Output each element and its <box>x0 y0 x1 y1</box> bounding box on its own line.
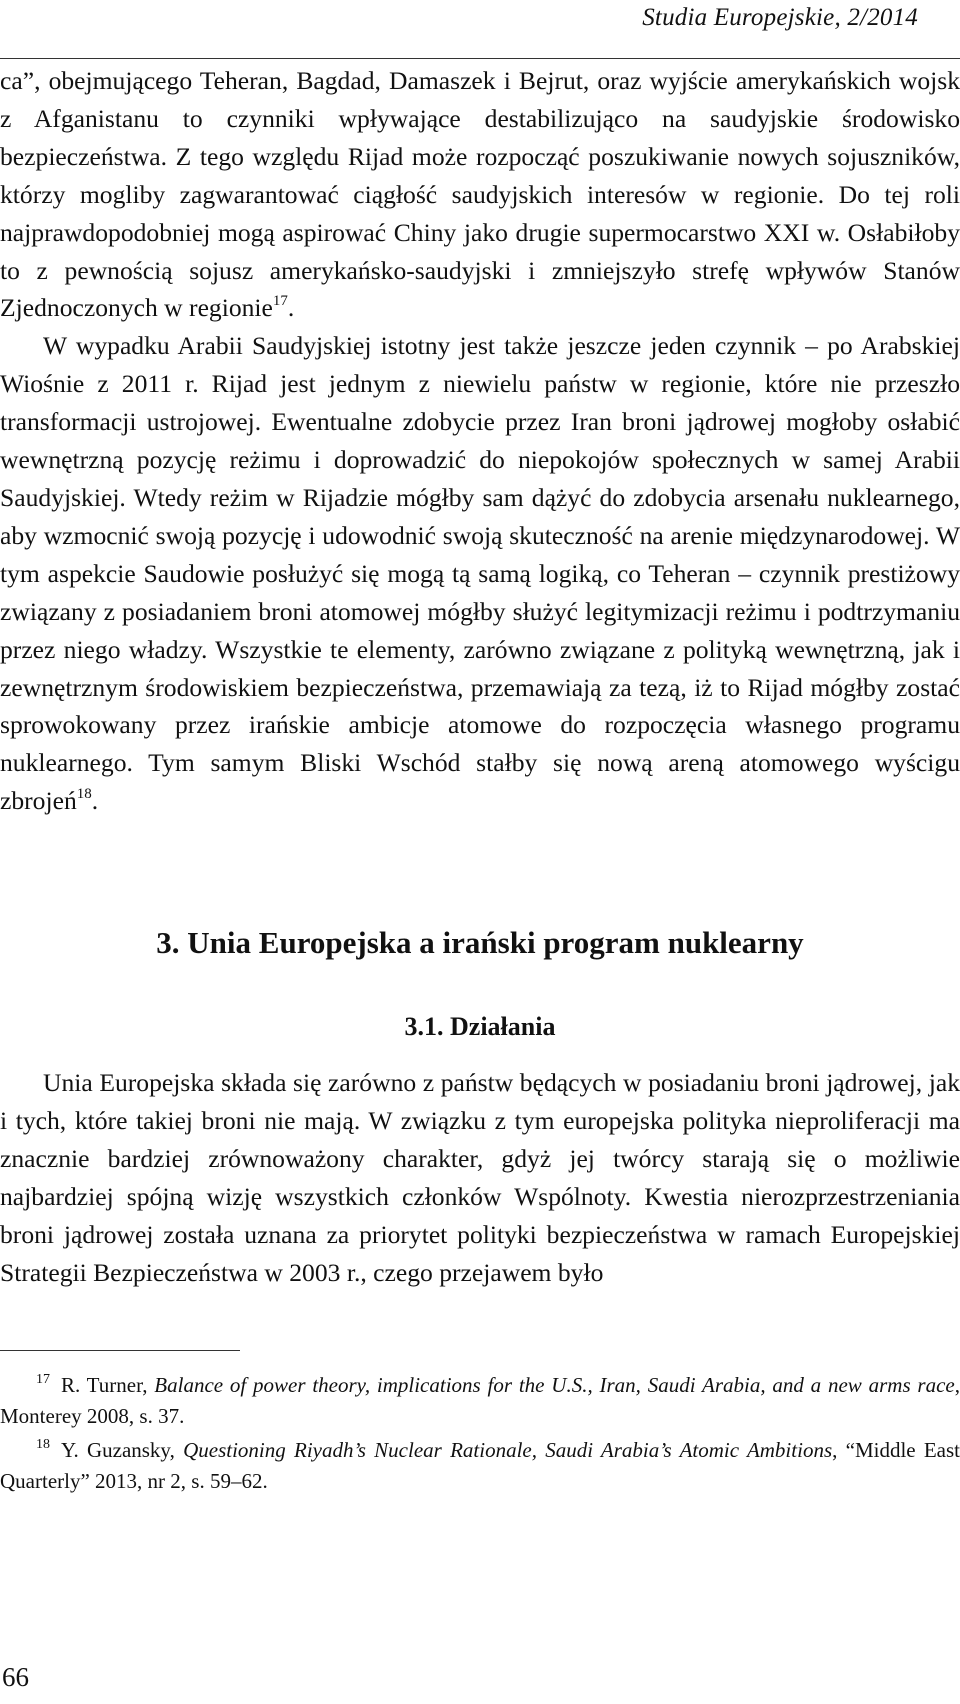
footnote-number: 17 <box>36 1372 50 1387</box>
journal-title: Studia Europejskie, 2/2014 <box>642 4 918 31</box>
footnote-17 <box>0 1370 960 1432</box>
footnote-title: Balance of power theory, implications for the U.S., Iran, Saudi Arabia, and a new arms race <box>154 1373 955 1397</box>
footnotes <box>0 1370 960 1500</box>
running-header <box>0 0 960 59</box>
footnote-details: , “Middle East Quarterly” 2013, nr 2, s. 59–62. <box>0 1438 960 1493</box>
footnote-ref-18[interactable]: 18 <box>76 786 92 803</box>
footnote-title: Questioning Riyadh’s Nuclear Rationale, Saudi Arabia’s Atomic Ambitions <box>183 1438 833 1462</box>
section-text <box>0 1064 960 1291</box>
page-number: 66 <box>2 1662 29 1692</box>
footnote-details: , Monterey 2008, s. 37. <box>0 1373 960 1428</box>
paragraph-2-text: W wypadku Arabii Saudyjskiej istotny jest także jeszcze jeden czynnik – po Arabskiej Wiośnie z 2011 r. Rijad jest jednym z niewielu państw w regionie, które nie przeszło transformacji ustrojowej. Ewentualne zdobycie przez Iran broni jądrowej mogłoby osłabić wewnętrzną pozycję reżimu i doprowadzić do niepokojów społecznych w samej Arabii Saudyjskiej. Wtedy reżim w Rijadzie mógłby sam dążyć do zdobycia arsenału nuklearnego, aby wzmocnić swoją pozycję i udowodnić swoją skuteczność na arenie międzynarodowej. W tym aspekcie Saudowie posłużyć się mogą tą samą logiką, co Teheran – czynnik prestiżowy związany z posiadaniem broni atomowej mógłby służyć legitymizacji reżimu i podtrzymaniu przez niego władzy. Wszystkie te elementy, zarówno związane z polityką wewnętrzną, jak i zewnętrznym środowiskiem bezpieczeństwa, przemawiają za tezą, iż to Rijad mógłby zostać sprowokowany przez irańskie ambicje atomowe do rozpoczęcia własnego programu nuklearnego. Tym samym Bliski Wschód stałby się nową areną atomowego wyścigu zbrojeń <box>0 331 960 816</box>
footnote-ref-17[interactable]: 17 <box>272 293 288 310</box>
footnote-separator <box>0 1350 240 1351</box>
paragraph-1 <box>0 62 960 327</box>
paragraph-2 <box>0 327 960 820</box>
main-text <box>0 62 960 820</box>
footnote-number: 18 <box>36 1437 50 1452</box>
paragraph-2-end: . <box>91 786 99 816</box>
paragraph-1-end: . <box>287 293 295 323</box>
footnote-author: Y. Guzansky, <box>61 1438 184 1462</box>
paragraph-3: Unia Europejska składa się zarówno z państw będących w posiadaniu broni jądrowej, jak i tych, które takiej broni nie mają. W związku z tym europejska polityka nieproliferacji ma znacznie bardziej zrównoważony charakter, gdyż jej twórcy starają się o możliwie najbardziej spójną wizję wszystkich członków Wspólnoty. Kwestia nierozprzestrzeniania broni jądrowej została uznana za priorytet polityki bezpieczeństwa w ramach Europejskiej Strategii Bezpieczeństwa w 2003 r., czego przejawem było <box>0 1068 960 1287</box>
subsection-heading: 3.1. Działania <box>404 1012 556 1041</box>
section-heading: 3. Unia Europejska a irański program nuklearny <box>156 925 804 960</box>
footnote-18 <box>0 1435 960 1497</box>
footnote-author: R. Turner, <box>61 1373 155 1397</box>
paragraph-1-text: ca”, obejmującego Teheran, Bagdad, Damaszek i Bejrut, oraz wyjście amerykańskich wojsk z Afganistanu to czynniki wpływające destabilizująco na saudyjskie środowisko bezpieczeństwa. Z tego względu Rijad może rozpocząć poszukiwanie nowych sojuszników, którzy mogliby zagwarantować ciągłość saudyjskich interesów w regionie. Do tej roli najprawdopodobniej mogą aspirować Chiny jako drugie supermocarstwo XXI w. Osłabiłoby to z pewnością sojusz amerykańsko-saudyjski i zmniejszyło strefę wpływów Stanów Zjednoczonych w regionie <box>0 66 960 323</box>
